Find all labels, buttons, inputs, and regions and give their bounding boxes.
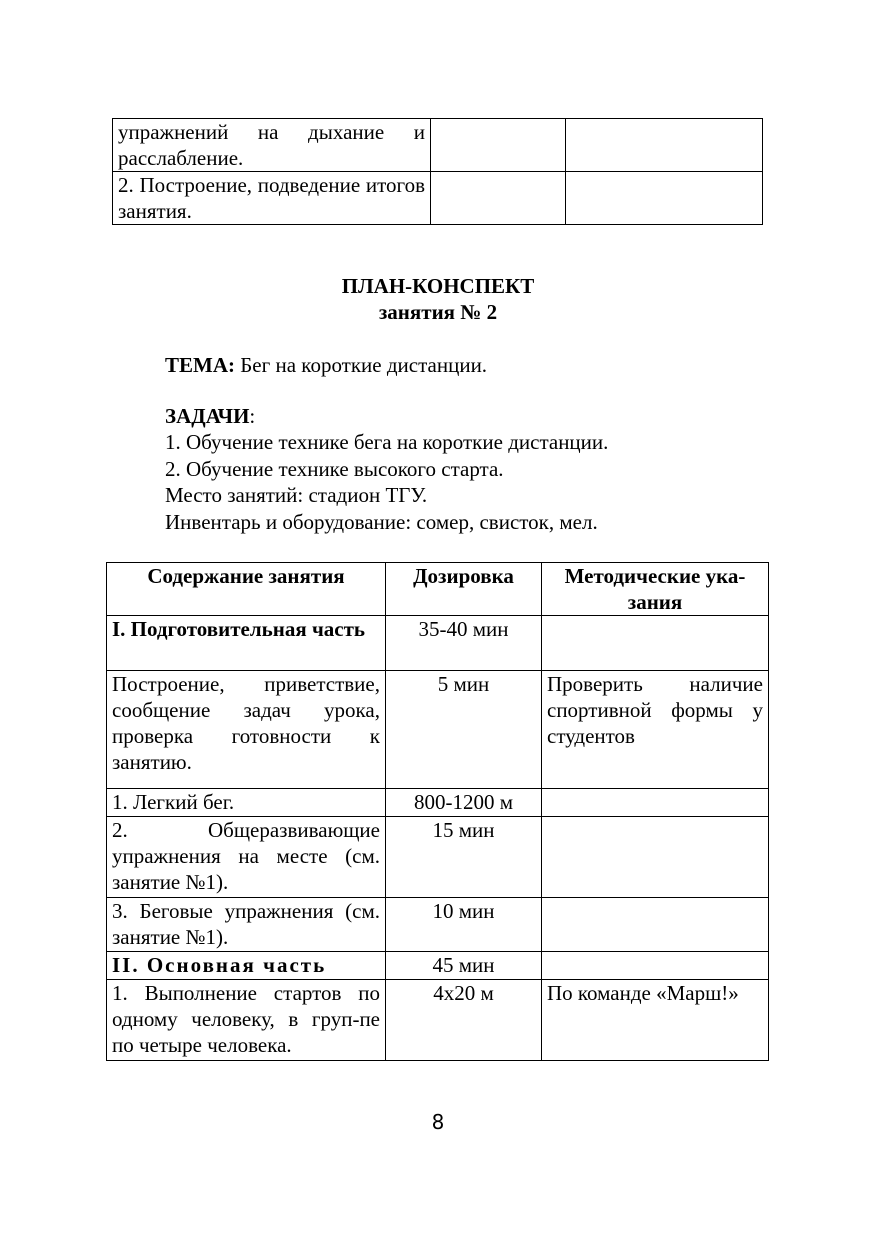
notes-cell (542, 817, 769, 898)
page-number: 8 (431, 1110, 445, 1134)
notes-cell (542, 789, 769, 817)
section-cell: I. Подготовительная часть (107, 616, 386, 671)
place-line: Место занятий: стадион ТГУ. (165, 483, 428, 507)
dosage-cell: 35-40 мин (386, 616, 542, 671)
content-cell: 2. Общеразвивающие упражнения на месте (см. занятие №1). (107, 817, 386, 898)
table-row (113, 172, 763, 225)
notes-cell (542, 616, 769, 671)
dosage-cell: 15 мин (386, 817, 542, 898)
content-cell: Построение, приветствие, сообщение задач урока, проверка готовности к занятию. (107, 671, 386, 789)
notes-cell (566, 119, 763, 172)
content-cell: 1. Выполнение стартов по одному человеку, в груп-пе по четыре человека. (107, 980, 386, 1061)
table-row (107, 817, 769, 898)
header-content: Содержание занятия (107, 563, 386, 616)
table-row (107, 898, 769, 952)
dosage-cell: 4х20 м (386, 980, 542, 1061)
dosage-cell: 5 мин (386, 671, 542, 789)
tasks-label: ЗАДАЧИ (165, 404, 250, 428)
lesson-plan-table (106, 562, 769, 1061)
header-notes: Методические ука-зания (542, 563, 769, 616)
task-item: 2. Обучение технике высокого старта. (165, 457, 504, 481)
dosage-cell (431, 119, 566, 172)
content-cell: 2. Построение, подведение итогов занятия. (113, 172, 431, 225)
plan-subtitle: занятия № 2 (378, 300, 498, 324)
plan-title: ПЛАН-КОНСПЕКТ (341, 274, 535, 298)
topic-line (165, 353, 487, 378)
continued-table (112, 118, 763, 225)
content-cell: упражнений на дыхание и расслабление. (113, 119, 431, 172)
table-row (107, 789, 769, 817)
notes-cell (542, 952, 769, 980)
table-row (107, 616, 769, 671)
dosage-cell: 10 мин (386, 898, 542, 952)
notes-cell: Проверить наличие спортивной формы у студентов (542, 671, 769, 789)
table-row (107, 671, 769, 789)
header-dosage: Дозировка (386, 563, 542, 616)
table-row (107, 952, 769, 980)
section-cell: II. Основная часть (107, 952, 386, 980)
notes-cell (542, 898, 769, 952)
table-row (113, 119, 763, 172)
notes-cell (566, 172, 763, 225)
topic-text: Бег на короткие дистанции. (235, 353, 488, 377)
dosage-cell: 800-1200 м (386, 789, 542, 817)
content-cell: 3. Беговые упражнения (см. занятие №1). (107, 898, 386, 952)
equipment-line: Инвентарь и оборудование: сомер, свисток, мел. (165, 510, 598, 534)
dosage-cell: 45 мин (386, 952, 542, 980)
tasks-heading (165, 404, 255, 429)
content-cell: 1. Легкий бег. (107, 789, 386, 817)
notes-cell: По команде «Марш!» (542, 980, 769, 1061)
topic-label: ТЕМА: (165, 353, 235, 377)
task-item: 1. Обучение технике бега на короткие дистанции. (165, 430, 609, 454)
table-row (107, 980, 769, 1061)
tasks-colon: : (249, 404, 256, 428)
dosage-cell (431, 172, 566, 225)
table-header-row (107, 563, 769, 616)
